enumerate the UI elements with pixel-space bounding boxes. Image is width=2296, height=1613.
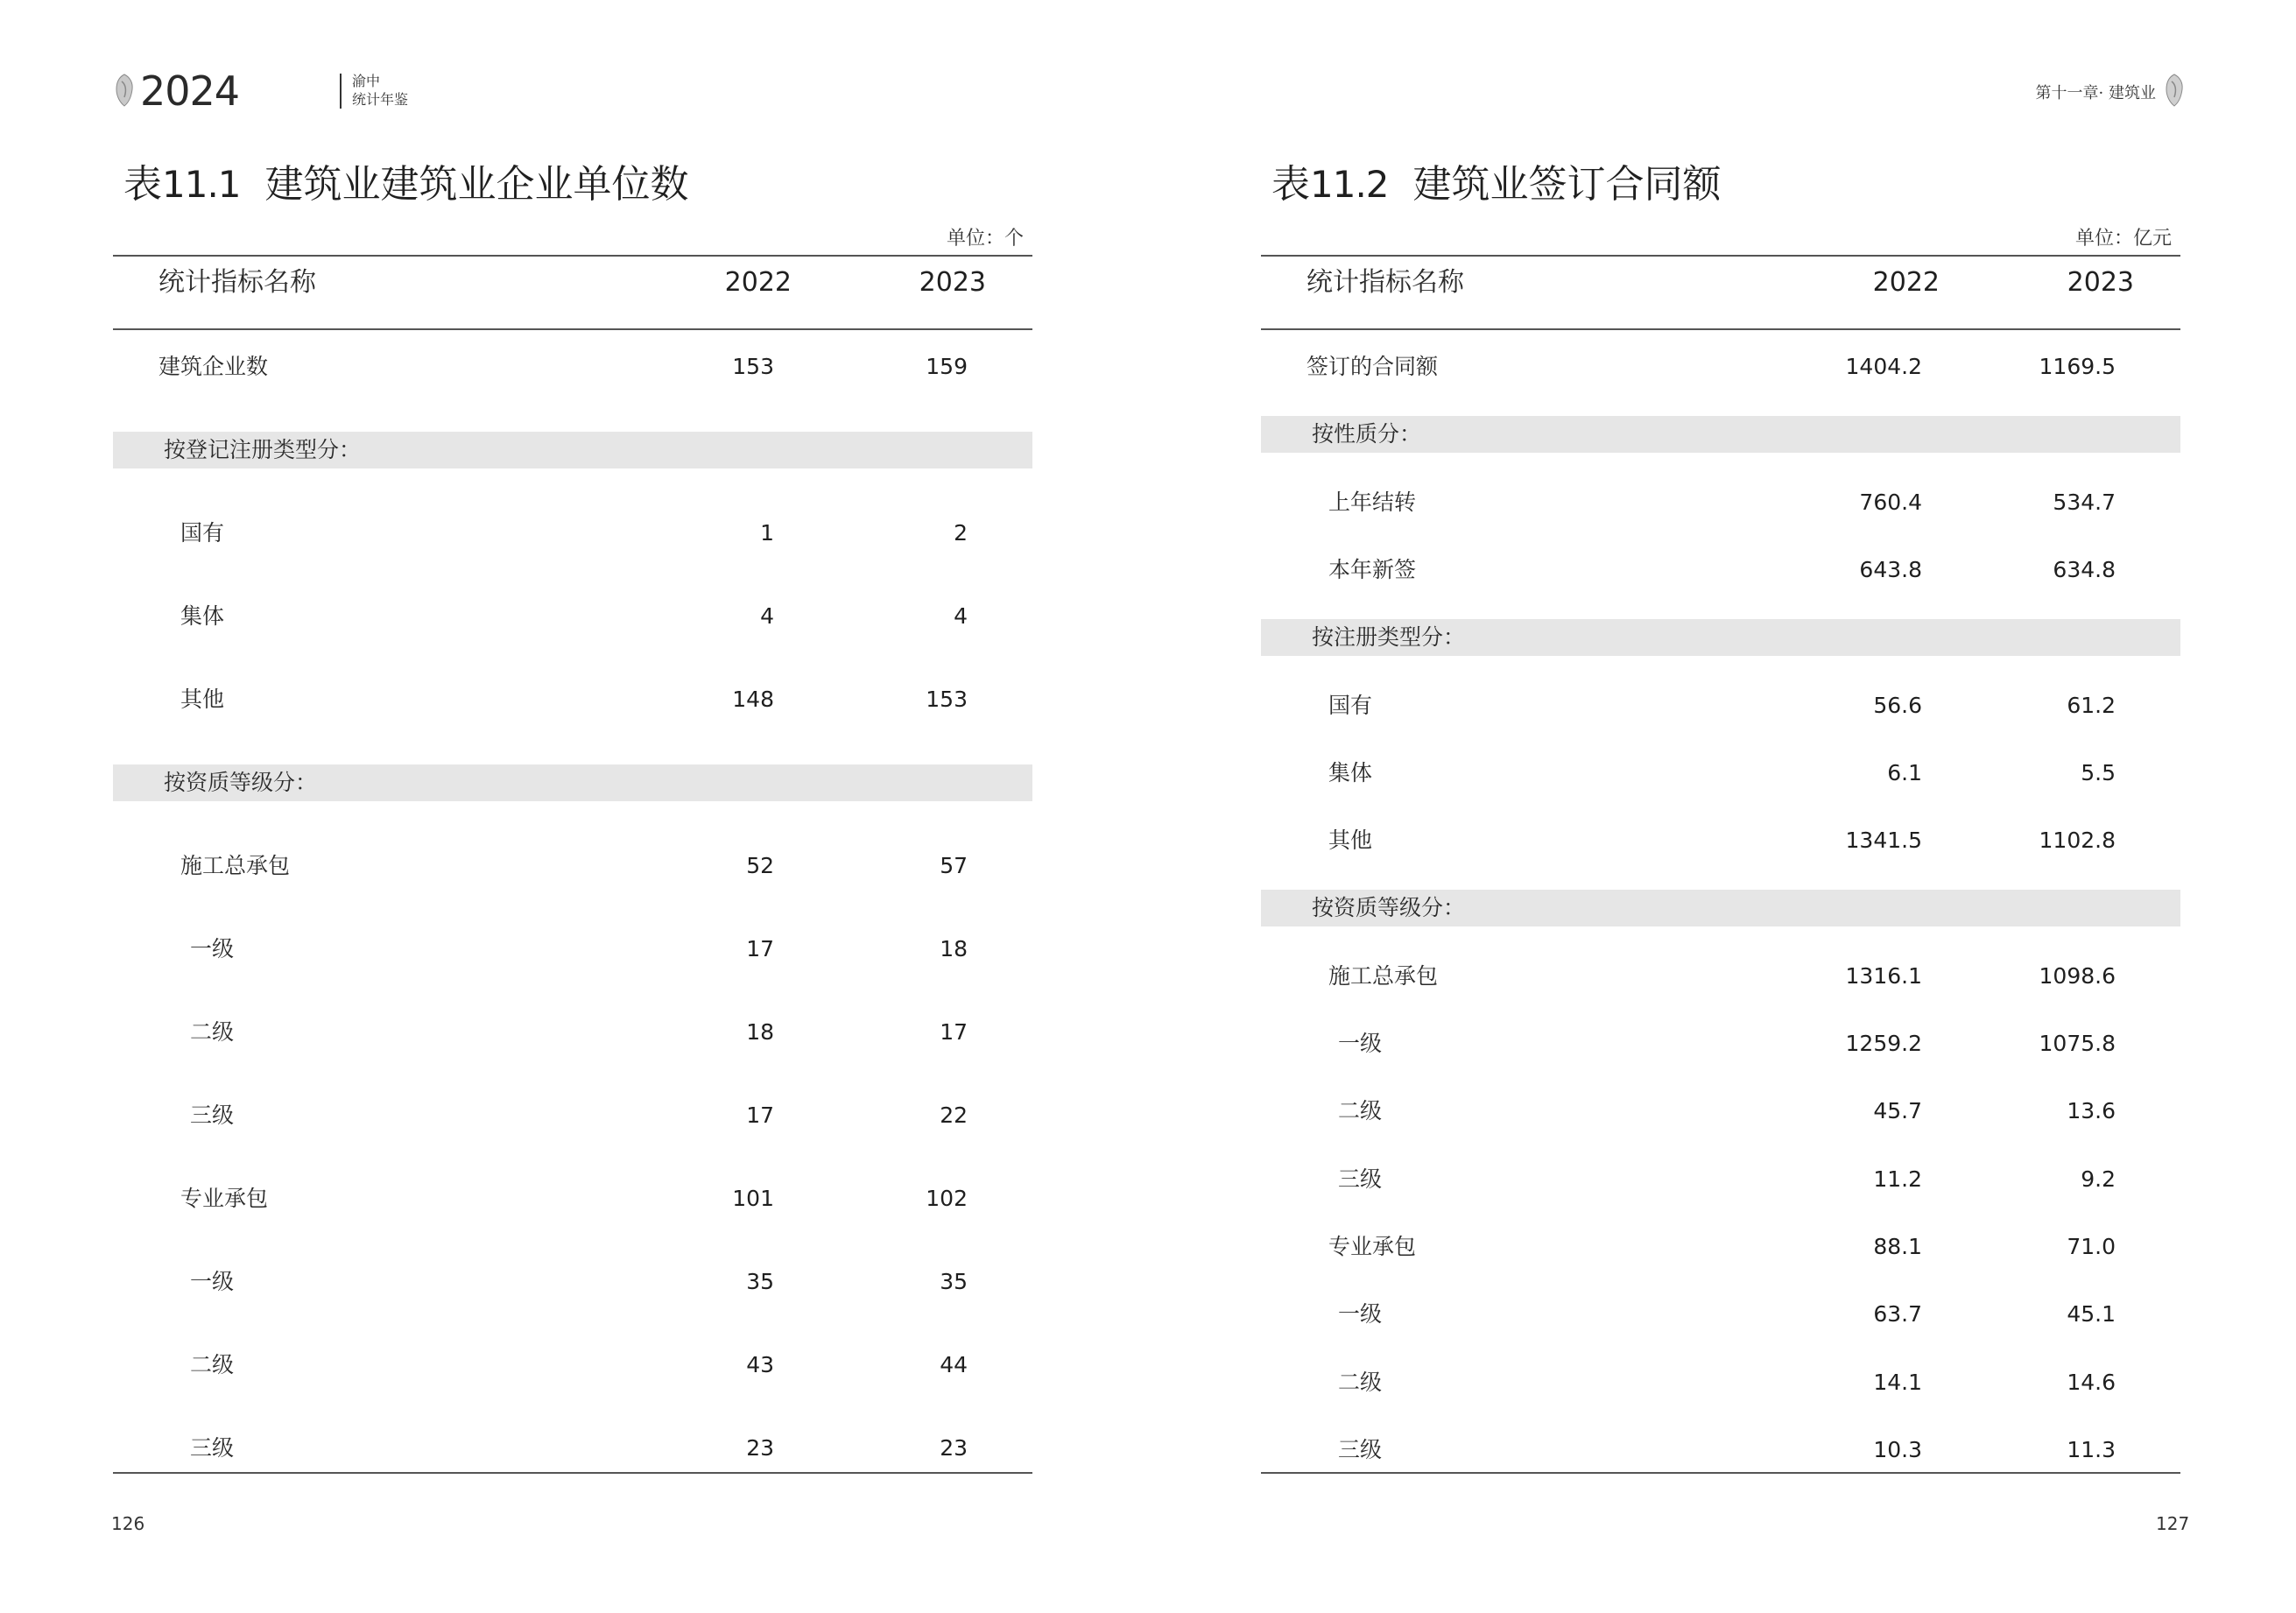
row-label: 一级 bbox=[1338, 1031, 1383, 1056]
table-row bbox=[1261, 1092, 2180, 1131]
row-label: 三级 bbox=[1338, 1436, 1383, 1462]
value-2023: 14.6 bbox=[2067, 1369, 2116, 1395]
value-2022: 88.1 bbox=[1873, 1233, 1922, 1259]
column-2022: 2022 bbox=[724, 267, 792, 298]
value-2023: 17 bbox=[940, 1019, 968, 1045]
row-label: 建筑企业数 bbox=[158, 354, 269, 379]
column-2023: 2023 bbox=[919, 267, 986, 298]
column-header bbox=[113, 257, 1032, 308]
row-label: 本年新签 bbox=[1328, 556, 1417, 582]
value-2022: 6.1 bbox=[1887, 759, 1922, 785]
row-label: 二级 bbox=[1338, 1098, 1383, 1124]
row-label: 上年结转 bbox=[1328, 489, 1417, 515]
section-header-row bbox=[1261, 890, 2180, 926]
top-rule bbox=[113, 255, 1032, 257]
value-2023: 23 bbox=[940, 1435, 968, 1461]
table-row bbox=[1261, 821, 2180, 860]
table-row bbox=[113, 1261, 1032, 1303]
row-label: 三级 bbox=[1338, 1166, 1383, 1192]
table-row bbox=[113, 1427, 1032, 1469]
unit-label: 单位：亿元 bbox=[2074, 228, 2172, 250]
row-label: 其他 bbox=[180, 687, 225, 712]
value-2022: 56.6 bbox=[1873, 692, 1922, 718]
table-row bbox=[1261, 348, 2180, 386]
row-label: 国有 bbox=[1328, 692, 1373, 718]
value-2023: 1169.5 bbox=[2039, 354, 2116, 379]
section-label: 按资质等级分： bbox=[1312, 895, 1466, 921]
section-header-row bbox=[113, 764, 1032, 801]
row-label: 国有 bbox=[180, 520, 225, 546]
value-2022: 63.7 bbox=[1873, 1301, 1922, 1328]
value-2022: 1 bbox=[760, 520, 774, 546]
header-subtitle bbox=[352, 72, 408, 109]
row-label: 集体 bbox=[1328, 759, 1373, 785]
table-row bbox=[1261, 754, 2180, 792]
value-2022: 17 bbox=[746, 1102, 774, 1128]
bottom-rule bbox=[113, 1472, 1032, 1474]
value-2023: 35 bbox=[940, 1269, 968, 1294]
yearbook-logo-icon bbox=[114, 74, 135, 107]
value-2023: 5.5 bbox=[2081, 759, 2116, 785]
value-2023: 11.3 bbox=[2067, 1436, 2116, 1462]
value-2023: 13.6 bbox=[2067, 1098, 2116, 1124]
section-header-row bbox=[113, 432, 1032, 468]
table-number: 11.1 bbox=[162, 163, 241, 206]
top-rule bbox=[1261, 255, 2180, 257]
table-title bbox=[1271, 158, 1722, 212]
value-2022: 148 bbox=[732, 687, 774, 712]
section-label: 按注册类型分： bbox=[1312, 624, 1466, 651]
table-row bbox=[1261, 687, 2180, 725]
value-2022: 45.7 bbox=[1873, 1098, 1922, 1124]
column-2023: 2023 bbox=[2067, 267, 2134, 298]
section-header-row bbox=[1261, 416, 2180, 453]
value-2022: 11.2 bbox=[1873, 1166, 1922, 1192]
value-2023: 2 bbox=[954, 520, 968, 546]
row-label: 一级 bbox=[190, 1269, 235, 1294]
section-label: 按性质分： bbox=[1312, 421, 1422, 447]
table-row bbox=[1261, 1363, 2180, 1402]
table-number: 11.2 bbox=[1310, 163, 1389, 206]
value-2023: 9.2 bbox=[2081, 1166, 2116, 1192]
value-2023: 22 bbox=[940, 1102, 968, 1128]
table-row bbox=[1261, 1295, 2180, 1334]
value-2023: 45.1 bbox=[2067, 1301, 2116, 1328]
value-2022: 643.8 bbox=[1859, 556, 1922, 582]
value-2022: 153 bbox=[732, 354, 774, 379]
table-row bbox=[1261, 1160, 2180, 1199]
section-header-row bbox=[1261, 619, 2180, 656]
table-row bbox=[113, 679, 1032, 721]
table-row bbox=[113, 1095, 1032, 1137]
row-label: 专业承包 bbox=[180, 1186, 269, 1211]
table-row bbox=[113, 1178, 1032, 1220]
row-label: 集体 bbox=[180, 603, 225, 629]
row-label: 二级 bbox=[190, 1019, 235, 1045]
value-2023: 534.7 bbox=[2053, 489, 2116, 515]
value-2023: 44 bbox=[940, 1352, 968, 1377]
table-row bbox=[113, 1011, 1032, 1053]
table-row bbox=[113, 595, 1032, 637]
row-label: 一级 bbox=[1338, 1301, 1383, 1328]
header-divider bbox=[340, 74, 342, 109]
chapter-logo-icon bbox=[2163, 74, 2186, 107]
column-2022: 2022 bbox=[1872, 267, 1940, 298]
page-number-left: 126 bbox=[111, 1513, 145, 1534]
column-header bbox=[1261, 257, 2180, 308]
value-2023: 1075.8 bbox=[2039, 1031, 2116, 1056]
value-2022: 10.3 bbox=[1873, 1436, 1922, 1462]
table-title-text: 建筑业建筑业企业单位数 bbox=[264, 162, 689, 207]
section-label: 按登记注册类型分： bbox=[164, 437, 362, 462]
chapter-title: 第十一章· 建筑业 bbox=[2035, 84, 2156, 102]
header-subtitle-line1: 渝中 bbox=[352, 73, 381, 89]
table-title bbox=[123, 158, 689, 212]
value-2022: 14.1 bbox=[1873, 1369, 1922, 1395]
section-label: 按资质等级分： bbox=[164, 770, 318, 795]
column-name: 统计指标名称 bbox=[1306, 267, 1464, 298]
table-title-prefix: 表 bbox=[123, 162, 162, 207]
value-2023: 1102.8 bbox=[2039, 828, 2116, 854]
table-title-text: 建筑业签订合同额 bbox=[1412, 162, 1722, 207]
table-row bbox=[113, 928, 1032, 970]
page-number-right: 127 bbox=[2156, 1513, 2190, 1534]
table-row bbox=[113, 346, 1032, 388]
value-2023: 71.0 bbox=[2067, 1233, 2116, 1259]
table-row bbox=[113, 512, 1032, 554]
row-label: 其他 bbox=[1328, 828, 1373, 854]
value-2022: 52 bbox=[746, 853, 774, 878]
row-label: 专业承包 bbox=[1328, 1233, 1417, 1259]
value-2022: 17 bbox=[746, 936, 774, 961]
value-2022: 35 bbox=[746, 1269, 774, 1294]
unit-label: 单位：个 bbox=[946, 228, 1024, 250]
table-row bbox=[1261, 957, 2180, 996]
value-2023: 18 bbox=[940, 936, 968, 961]
row-label: 施工总承包 bbox=[180, 853, 291, 878]
value-2022: 43 bbox=[746, 1352, 774, 1377]
row-label: 一级 bbox=[190, 936, 235, 961]
row-label: 二级 bbox=[190, 1352, 235, 1377]
value-2023: 153 bbox=[926, 687, 968, 712]
table-row bbox=[1261, 1025, 2180, 1063]
column-name: 统计指标名称 bbox=[158, 267, 316, 298]
value-2022: 1341.5 bbox=[1845, 828, 1922, 854]
header-rule bbox=[113, 328, 1032, 330]
value-2022: 4 bbox=[760, 603, 774, 629]
table-title-prefix: 表 bbox=[1271, 162, 1310, 207]
value-2023: 57 bbox=[940, 853, 968, 878]
value-2023: 61.2 bbox=[2067, 692, 2116, 718]
value-2023: 634.8 bbox=[2053, 556, 2116, 582]
value-2022: 1316.1 bbox=[1845, 962, 1922, 989]
row-label: 施工总承包 bbox=[1328, 962, 1439, 989]
value-2022: 760.4 bbox=[1859, 489, 1922, 515]
value-2023: 159 bbox=[926, 354, 968, 379]
header-year: 2024 bbox=[140, 67, 240, 115]
value-2023: 4 bbox=[954, 603, 968, 629]
value-2022: 1259.2 bbox=[1845, 1031, 1922, 1056]
table-row bbox=[1261, 551, 2180, 589]
row-label: 三级 bbox=[190, 1435, 235, 1461]
table-row bbox=[113, 845, 1032, 887]
header-rule bbox=[1261, 328, 2180, 330]
value-2023: 1098.6 bbox=[2039, 962, 2116, 989]
value-2022: 1404.2 bbox=[1845, 354, 1922, 379]
table-row bbox=[1261, 1431, 2180, 1469]
value-2022: 18 bbox=[746, 1019, 774, 1045]
table-row bbox=[113, 1344, 1032, 1386]
header-subtitle-line2: 统计年鉴 bbox=[352, 91, 409, 108]
row-label: 三级 bbox=[190, 1102, 235, 1128]
row-label: 签订的合同额 bbox=[1306, 354, 1439, 379]
value-2023: 102 bbox=[926, 1186, 968, 1211]
bottom-rule bbox=[1261, 1472, 2180, 1474]
value-2022: 23 bbox=[746, 1435, 774, 1461]
table-row bbox=[1261, 1228, 2180, 1266]
table-row bbox=[1261, 483, 2180, 522]
row-label: 二级 bbox=[1338, 1369, 1383, 1395]
value-2022: 101 bbox=[732, 1186, 774, 1211]
